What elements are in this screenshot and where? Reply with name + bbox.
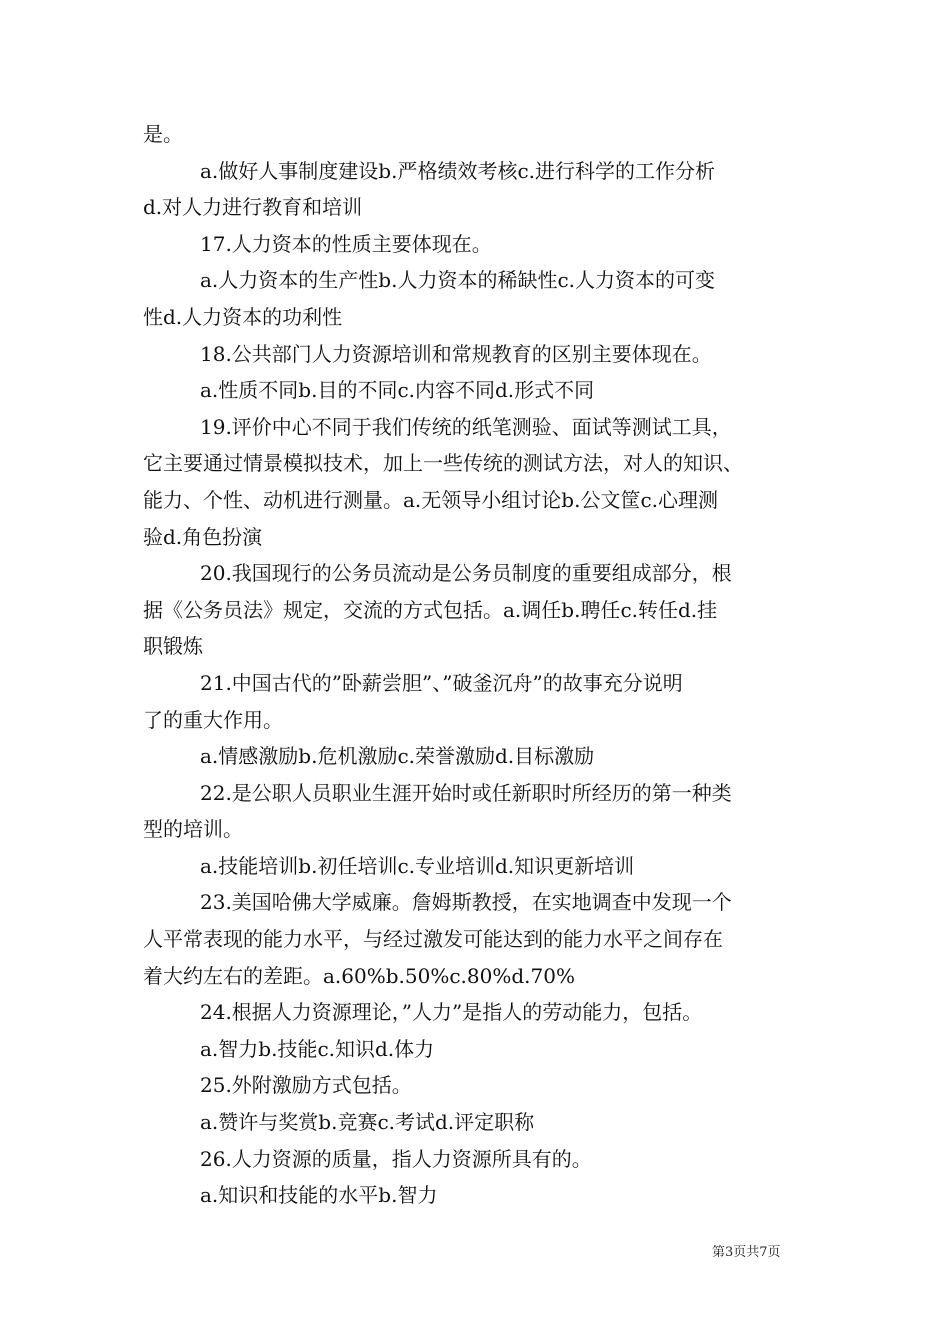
text-line: 能力、个性、动机进行测量。a.无领导小组讨论b.公文筐c.心理测: [143, 487, 718, 512]
text-line: 24.根据人力资源理论，”人力”是指人的劳动能力，包括。: [200, 1000, 703, 1025]
text-line: a.做好人事制度建设b.严格绩效考核c.进行科学的工作分析: [200, 158, 715, 183]
text-line: 21.中国古代的”卧薪尝胆”、”破釜沉舟”的故事充分说明: [200, 670, 683, 695]
text-line: 17.人力资本的性质主要体现在。: [200, 231, 492, 256]
text-line: 26.人力资源的质量，指人力资源所具有的。: [200, 1146, 592, 1171]
document-body: [143, 116, 810, 1214]
text-line: a.情感激励b.危机激励c.荣誉激励d.目标激励: [200, 744, 595, 769]
text-line: 性d.人力资本的功利性: [143, 304, 343, 329]
text-line: a.技能培训b.初任培训c.专业培训d.知识更新培训: [200, 853, 635, 878]
text-line: 职锻炼: [143, 634, 203, 659]
page-footer: 第3页共7页: [712, 1245, 781, 1260]
text-line: 是。: [143, 122, 183, 146]
text-line: 着大约左右的差距。a.60%b.50%c.80%d.70%: [143, 963, 575, 988]
text-line: 验d.角色扮演: [143, 524, 263, 549]
text-line: 19.评价中心不同于我们传统的纸笔测验、面试等测试工具，: [200, 414, 732, 439]
text-line: a.智力b.技能c.知识d.体力: [200, 1036, 435, 1061]
text-line: 据《公务员法》规定，交流的方式包括。a.调任b.聘任c.转任d.挂: [143, 597, 718, 622]
text-line: 人平常表现的能力水平，与经过激发可能达到的能力水平之间存在: [143, 927, 723, 952]
text-line: 型的培训。: [143, 817, 243, 842]
text-line: 22.是公职人员职业生涯开始时或任新职时所经历的第一种类: [200, 780, 732, 805]
text-line: 20.我国现行的公务员流动是公务员制度的重要组成部分，根: [200, 561, 732, 586]
text-line: 它主要通过情景模拟技术，加上一些传统的测试方法，对人的知识、: [143, 451, 743, 476]
text-line: a.人力资本的生产性b.人力资本的稀缺性c.人力资本的可变: [200, 268, 715, 293]
text-line: 了的重大作用。: [143, 707, 283, 732]
text-line: d.对人力进行教育和培训: [143, 195, 363, 220]
text-line: a.赞许与奖赏b.竞赛c.考试d.评定职称: [200, 1110, 535, 1135]
text-line: 23.美国哈佛大学威廉。詹姆斯教授，在实地调查中发现一个: [200, 890, 732, 915]
text-line: 25.外附激励方式包括。: [200, 1073, 412, 1098]
text-line: 18.公共部门人力资源培训和常规教育的区别主要体现在。: [200, 341, 712, 366]
text-line: a.知识和技能的水平b.智力: [200, 1183, 438, 1208]
text-line: a.性质不同b.目的不同c.内容不同d.形式不同: [200, 378, 595, 403]
